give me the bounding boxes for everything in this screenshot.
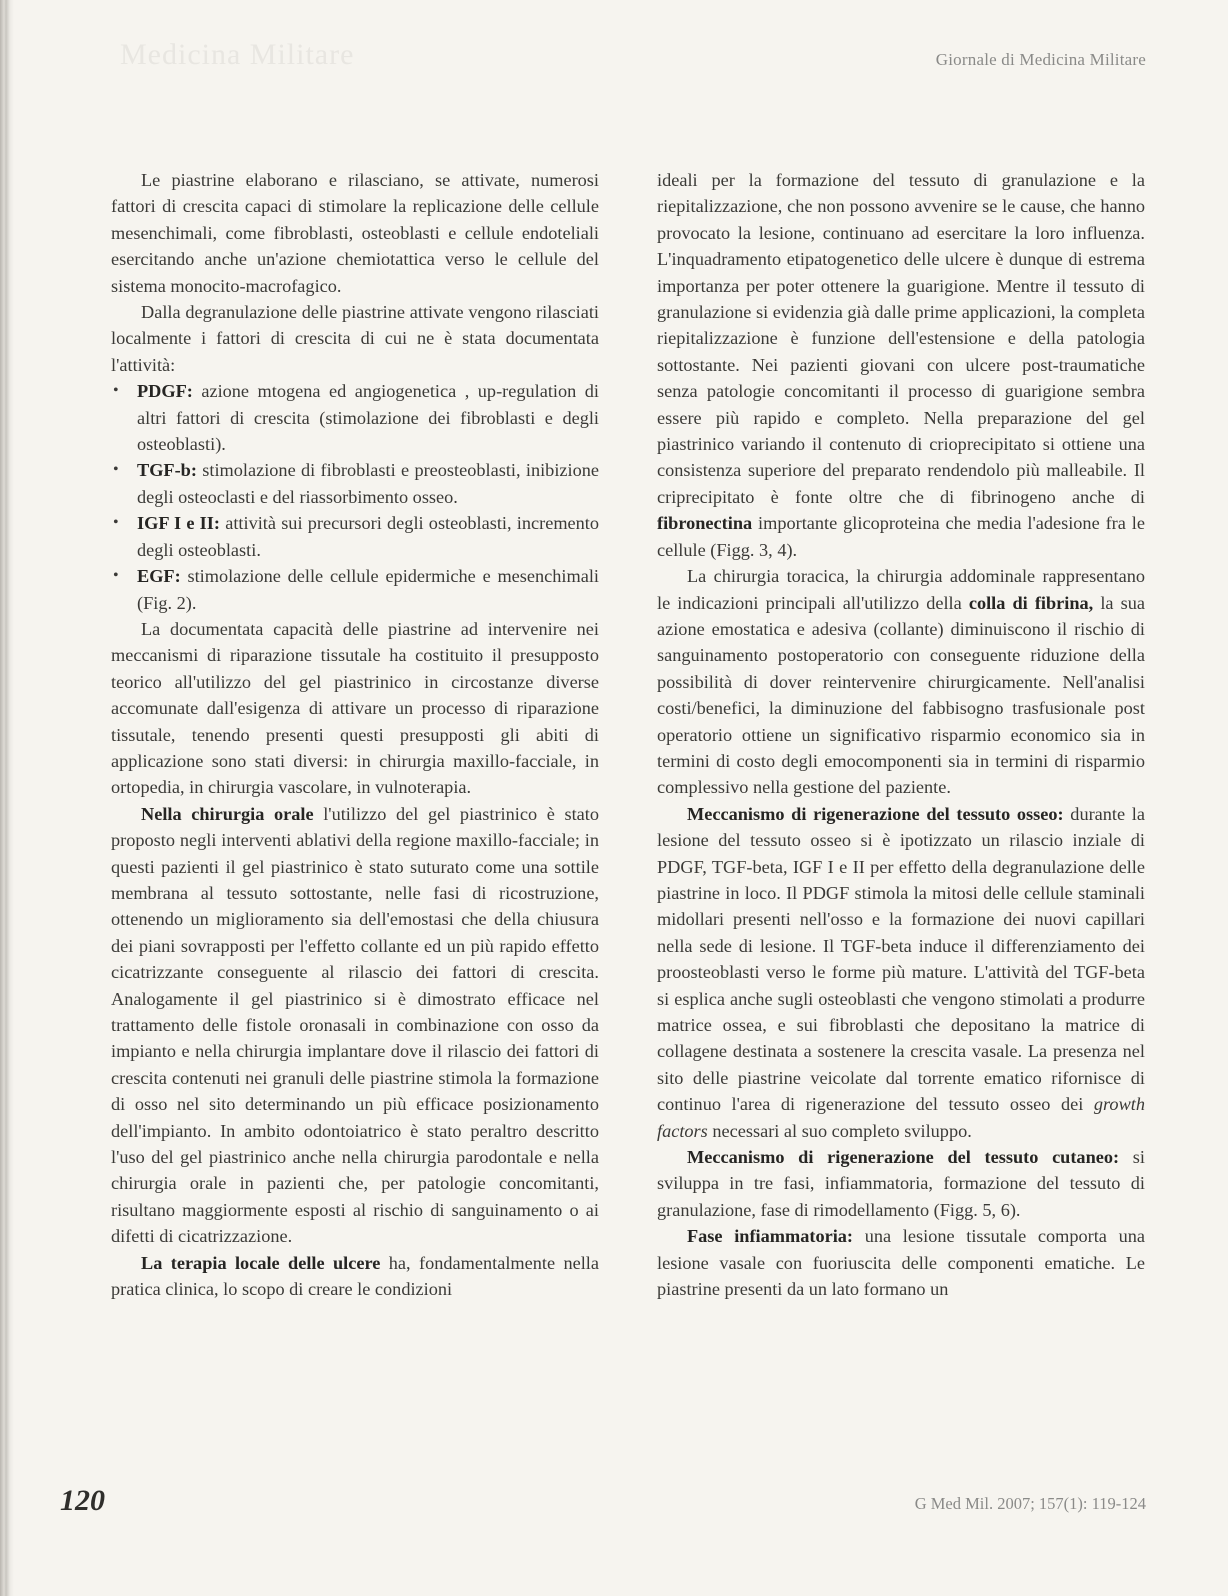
list-item-text: stimolazione di fibroblasti e preosteoblasti, inibizione degli osteoclasti e del riassorbimento osseo. <box>137 460 599 507</box>
paragraph-text: durante la lesione del tessuto osseo si è ipotizzato un rilascio inziale di PDGF, TGF-beta, IGF I e II per effetto della degranulazione delle piastrine in loco. Il PDGF stimola la mitosi delle cellule staminali midollari presenti nell'osso e la formazione dei nuovi capillari nella sede di lesione. Il TGF-beta induce il differenziamento dei proosteoblasti verso le forme più mature. L'attività del TGF-beta si esplica anche sugli osteoblasti che vengono stimolati a produrre matrice ossea, e sui fibroblasti che depositano la matrice di collagene destinata a sostenere la crescita vasale. La presenza nel sito delle piastrine veicolate dal torrente ematico rifornisce di continuo l'area di rigenerazione del tessuto osseo dei <box>657 803 1145 1115</box>
list-item <box>111 563 599 616</box>
paragraph-text: l'utilizzo del gel piastrinico è stato proposto negli interventi ablativi della regione maxillo-facciale; in questi pazienti il gel piastrinico è stato suturato come una sottile membrana al tessuto sottostante, nelle fasi di ricostruzione, ottenendo un miglioramento sia dell'emostasi che della chiusura dei piani sovrapposti per l'effetto collante ed un più rapido effetto cicatrizzante conseguente al rilascio dei fattori di crescita. Analogamente il gel piastrinico si è dimostrato efficace nel trattamento delle fistole oronasali in combinazione con osso da impianto e nella chirurgia implantare dove il rilascio dei fattori di crescita contenuti nei granuli delle piastrine stimola la formazione di osso nel sito determinando un più efficace posizionamento dell'impianto. In ambito odontoiatrico è stato peraltro descritto l'uso del gel piastrinico anche nella chirurgia parodontale e nella chirurgia orale in pazienti che, per patologie concomitanti, risultano maggiormente esposti al rischio di sanguinamento o ai difetti di cicatrizzazione. <box>111 803 599 1247</box>
paragraph-text: La chirurgia toracica, la chirurgia addominale rappresentano le indicazioni principali all'utilizzo della <box>657 566 1145 613</box>
paragraph <box>657 1223 1145 1302</box>
paragraph <box>657 1144 1145 1223</box>
section-lead: Nella chirurgia orale <box>141 803 314 824</box>
growth-factor-list <box>111 378 599 616</box>
list-item <box>111 457 599 510</box>
list-item-text: attività sui precursori degli osteoblasti, incremento degli osteoblasti. <box>137 513 600 560</box>
paragraph-text: la sua azione emostatica e adesiva (collante) diminuiscono il rischio di sanguinamento postoperatorio con conseguente riduzione della possibilità di dover reintervenire chirurgicamente. Nell'analisi costi/benefici, la diminuzione del fabbisogno trasfusionale post operatorio ottiene un significativo risparmio economico sia in termini di costo degli emocomponenti sia in termini di risparmio complessivo nella gestione del paziente. <box>657 592 1145 798</box>
paragraph <box>111 801 599 1250</box>
paragraph-text: una lesione tissutale comporta una lesione vasale con fuoriuscita delle componenti ematiche. Le piastrine presenti da un lato formano un <box>657 1226 1145 1300</box>
paragraph <box>111 1250 599 1303</box>
list-item <box>111 378 599 457</box>
section-lead: Fase infiammatoria: <box>687 1226 854 1247</box>
right-column <box>657 167 1145 1302</box>
list-item-text: stimolazione delle cellule epidermiche e mesenchimali (Fig. 2). <box>137 566 599 613</box>
section-lead: Meccanismo di rigenerazione del tessuto osseo: <box>687 803 1064 824</box>
page-number: 120 <box>60 1484 105 1517</box>
paragraph-text: necessari al suo completo sviluppo. <box>707 1120 972 1141</box>
section-lead: La terapia locale delle ulcere <box>141 1252 381 1273</box>
list-item-term: PDGF: <box>137 381 193 402</box>
paragraph: Le piastrine elaborano e rilasciano, se attivate, numerosi fattori di crescita capaci di stimolare la replicazione delle cellule mesenchimali, come fibroblasti, osteoblasti e cellule endoteliali esercitando anche un'azione chemiotattica verso le cellule del sistema monocito-macrofagico. <box>111 170 599 296</box>
paragraph: La documentata capacità delle piastrine ad intervenire nei meccanismi di riparazione tissutale ha costituito il presupposto teorico all'utilizzo del gel piastrinico in circostanze diverse accomunate dall'esigenza di attivare un processo di riparazione tissutale, tenendo presenti questi presupposti gli abiti di applicazione sono stati diversi: in chirurgia maxillo-facciale, in ortopedia, in chirurgia vascolare, in vulnoterapia. <box>111 618 599 798</box>
journal-citation: G Med Mil. 2007; 157(1): 119-124 <box>914 1494 1146 1513</box>
header-ghost-text: Medicina Militare <box>120 38 355 71</box>
list-item-term: EGF: <box>137 566 181 587</box>
inline-italic: growth factors <box>657 1094 1145 1141</box>
journal-title: Giornale di Medicina Militare <box>935 50 1146 69</box>
inline-bold: colla di fibrina, <box>968 592 1094 613</box>
paragraph <box>657 167 1145 563</box>
paragraph: Dalla degranulazione delle piastrine attivate vengono rilasciati localmente i fattori di crescita di cui ne è stata documentata l'attività: <box>111 302 599 375</box>
paragraph-text: ideali per la formazione del tessuto di granulazione e la riepitalizzazione, che non possono avvenire se le cause, che hanno provocato la lesione, continuano ad esercitare la loro influenza. L'inquadramento etipatogenetico delle ulcere è dunque di estrema importanza per poter ottenere la guarigione. Mentre il tessuto di granulazione si evidenzia già dalle prime applicazioni, la completa riepitalizzazione è funzione dell'estensione e della patologia sottostante. Nei pazienti giovani con ulcere post-traumatiche senza patologie concomitanti il processo di guarigione sembra essere più rapido e completo. Nella preparazione del gel piastrinico variando il contenuto di crioprecipitato si ottiene una consistenza superiore del preparato rendendolo più malleabile. Il criprecipitato è fonte oltre che di fibrinogeno anche di <box>657 170 1145 507</box>
paragraph <box>657 801 1145 1144</box>
list-item-term: TGF-b: <box>137 460 197 481</box>
list-item-term: IGF I e II: <box>137 513 220 534</box>
left-column <box>111 167 599 1302</box>
paragraph-text: importante glicoproteina che media l'adesione fra le cellule (Figg. 3, 4). <box>657 513 1145 560</box>
section-lead: Meccanismo di rigenerazione del tessuto cutaneo: <box>687 1147 1120 1168</box>
list-item-text: azione mtogena ed angiogenetica , up-regulation di altri fattori di crescita (stimolazione dei fibroblasti e degli osteoblasti). <box>137 381 599 455</box>
page-binding-edge <box>0 0 14 1596</box>
inline-bold: fibronectina <box>657 513 753 534</box>
paragraph-text: ha, fondamentalmente nella pratica clinica, lo scopo di creare le condizioni <box>111 1252 599 1300</box>
paragraph-text: si sviluppa in tre fasi, infiammatoria, formazione del tessuto di granulazione, fase di rimodellamento (Figg. 5, 6). <box>657 1147 1146 1220</box>
paragraph <box>657 563 1145 801</box>
list-item <box>111 510 599 563</box>
